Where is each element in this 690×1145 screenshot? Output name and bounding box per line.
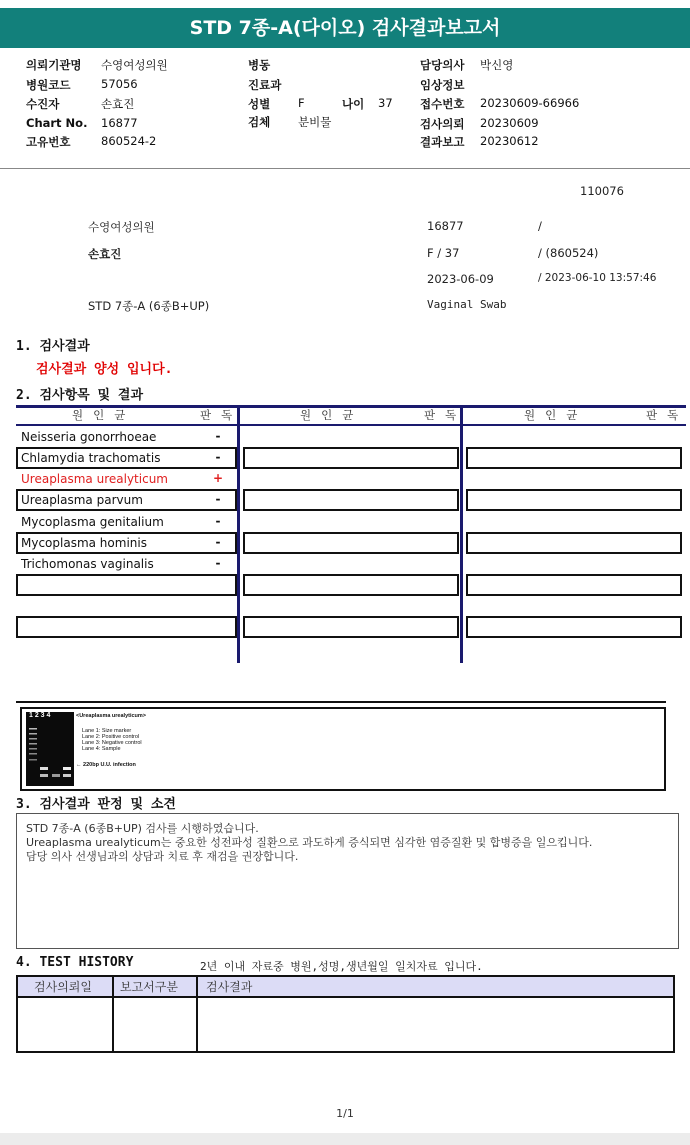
history-table-header — [18, 977, 673, 998]
age-value: 37 — [378, 96, 393, 110]
report-code: 110076 — [580, 184, 624, 198]
institution-value: 수영여성의원 — [101, 58, 168, 72]
empty-row-box — [16, 616, 237, 638]
chart-no-label: Chart No. — [26, 116, 88, 130]
patient-label: 수진자 — [26, 97, 60, 111]
organism-result: - — [215, 535, 221, 549]
organism-result: - — [215, 492, 221, 506]
meta-test-name: STD 7종-A (6종B+UP) — [88, 299, 210, 313]
empty-row-box — [466, 574, 682, 596]
history-col-report-type: 보고서구분 — [120, 980, 178, 994]
hospital-code-label: 병원코드 — [26, 78, 71, 92]
gel-lane-numbers: 1 2 3 4 — [29, 712, 51, 719]
clinical-row — [420, 77, 464, 93]
sex-age-row — [248, 96, 393, 112]
gel-bands-graphic — [26, 712, 74, 786]
header-divider — [0, 168, 690, 169]
meta-chart: 16877 — [427, 219, 464, 233]
results-column-divider — [237, 405, 240, 663]
organism-name: Mycoplasma genitalium — [21, 515, 164, 529]
gel-lane-2: Lane 2: Positive control — [82, 734, 140, 740]
page-bottom-strip — [0, 1133, 690, 1145]
history-col-request-date: 검사의뢰일 — [34, 980, 92, 994]
empty-row-box — [243, 489, 459, 511]
meta-slash: / — [538, 219, 542, 233]
history-column-divider — [196, 977, 198, 1051]
receipt-value: 20230609-66966 — [480, 96, 580, 110]
ward-row — [248, 57, 270, 73]
organism-result: - — [215, 450, 221, 464]
empty-row-box — [243, 574, 459, 596]
gel-lane-1: Lane 1: Size marker — [82, 728, 132, 734]
specimen-row — [248, 114, 332, 130]
doctor-label: 담당의사 — [420, 58, 465, 72]
opinion-line: STD 7종-A (6종B+UP) 검사를 시행하였습니다. — [26, 822, 259, 835]
positive-result-message: 검사결과 양성 입니다. — [36, 362, 173, 377]
page-number: 1/1 — [336, 1107, 354, 1120]
gel-title: <Ureaplasma urealyticum> — [76, 713, 147, 719]
section-2-title: 2. 검사항목 및 결과 — [16, 388, 144, 403]
opinion-line: 담당 의사 선생님과의 상담과 치료 후 재검을 권장합니다. — [26, 850, 299, 863]
history-note: 2년 이내 자료중 병원,성명,생년월일 일치자료 입니다. — [200, 960, 483, 973]
specimen-label: 검체 — [248, 115, 271, 129]
receipt-row — [420, 96, 580, 112]
gel-top-rule — [16, 701, 666, 703]
gel-lane-4: Lane 4: Sample — [82, 746, 121, 752]
meta-specimen: Vaginal Swab — [427, 298, 507, 311]
col-header-organism: 원인균 — [300, 408, 364, 422]
gel-band-annotation: ← 220bp U.U. infection — [76, 762, 136, 768]
meta-name: 손효진 — [88, 247, 122, 261]
dept-row — [248, 77, 281, 93]
section-3-title: 3. 검사결과 판정 및 소견 — [16, 797, 176, 812]
organism-name: Neisseria gonorrhoeae — [21, 430, 157, 444]
results-table-header-rule — [16, 424, 686, 426]
col-header-result: 판독 — [646, 408, 689, 422]
organism-result: - — [215, 556, 221, 570]
organism-result: - — [215, 514, 221, 528]
chart-no-value: 16877 — [101, 116, 138, 130]
age-label: 나이 — [342, 97, 365, 111]
organism-result: - — [215, 429, 221, 443]
col-header-organism: 원인균 — [524, 408, 588, 422]
meta-birth: / (860524) — [538, 246, 599, 260]
history-column-divider — [112, 977, 114, 1051]
col-header-result: 판독 — [424, 408, 467, 422]
institution-label: 의뢰기관명 — [26, 58, 82, 72]
gel-electrophoresis-image — [26, 712, 74, 786]
sex-value: F — [298, 96, 305, 110]
chart-no-row — [26, 116, 138, 130]
meta-sex-age: F / 37 — [427, 246, 460, 260]
dept-label: 진료과 — [248, 78, 282, 92]
section-4-title: 4. TEST HISTORY — [16, 955, 134, 970]
opinion-line: Ureaplasma urealyticum는 중요한 성전파성 질환으로 과도하게 증식되면 심각한 염증질환 및 합병증을 일으킵니다. — [26, 836, 593, 849]
result-date-value: 20230612 — [480, 134, 539, 148]
result-date-label: 결과보고 — [420, 135, 465, 149]
section-1-title: 1. 검사결과 — [16, 339, 90, 354]
organism-name: Ureaplasma parvum — [21, 493, 143, 507]
unique-no-row — [26, 134, 157, 150]
empty-row-box — [466, 616, 682, 638]
gel-lane-3: Lane 3: Negative control — [82, 740, 142, 746]
patient-value: 손효진 — [101, 97, 135, 111]
col-header-organism: 원인균 — [72, 408, 136, 422]
request-row — [420, 116, 539, 132]
organism-name: Trichomonas vaginalis — [21, 557, 154, 571]
empty-row-box — [16, 574, 237, 596]
ward-label: 병동 — [248, 58, 271, 72]
empty-row-box — [243, 532, 459, 554]
unique-no-value: 860524-2 — [101, 134, 157, 148]
results-column-divider — [460, 405, 463, 663]
specimen-value: 분비물 — [298, 115, 332, 129]
request-value: 20230609 — [480, 116, 539, 130]
empty-row-box — [466, 489, 682, 511]
report-title: STD 7종-A(다이오) 검사결과보고서 — [0, 8, 690, 48]
history-col-result: 검사결과 — [206, 980, 253, 994]
organism-name: Chlamydia trachomatis — [21, 451, 161, 465]
receipt-label: 접수번호 — [420, 97, 465, 111]
organism-name: Mycoplasma hominis — [21, 536, 147, 550]
doctor-value: 박신영 — [480, 58, 514, 72]
doctor-row — [420, 57, 514, 73]
organism-result-positive: + — [212, 471, 224, 485]
patient-row — [26, 96, 135, 112]
empty-row-box — [243, 447, 459, 469]
meta-date-in: 2023-06-09 — [427, 272, 494, 286]
result-date-row — [420, 134, 539, 150]
meta-date-out: / 2023-06-10 13:57:46 — [538, 272, 657, 284]
institution-row — [26, 57, 168, 73]
hospital-code-value: 57056 — [101, 77, 138, 91]
clinical-label: 임상정보 — [420, 78, 465, 92]
meta-clinic: 수영여성의원 — [88, 220, 155, 234]
unique-no-label: 고유번호 — [26, 135, 71, 149]
empty-row-box — [466, 532, 682, 554]
organism-name-positive: Ureaplasma urealyticum — [21, 472, 168, 486]
hospital-code-row — [26, 77, 138, 93]
empty-row-box — [243, 616, 459, 638]
sex-label: 성별 — [248, 97, 271, 111]
empty-row-box — [466, 447, 682, 469]
col-header-result: 판독 — [200, 408, 243, 422]
request-label: 검사의뢰 — [420, 117, 465, 131]
history-table — [16, 975, 675, 1053]
